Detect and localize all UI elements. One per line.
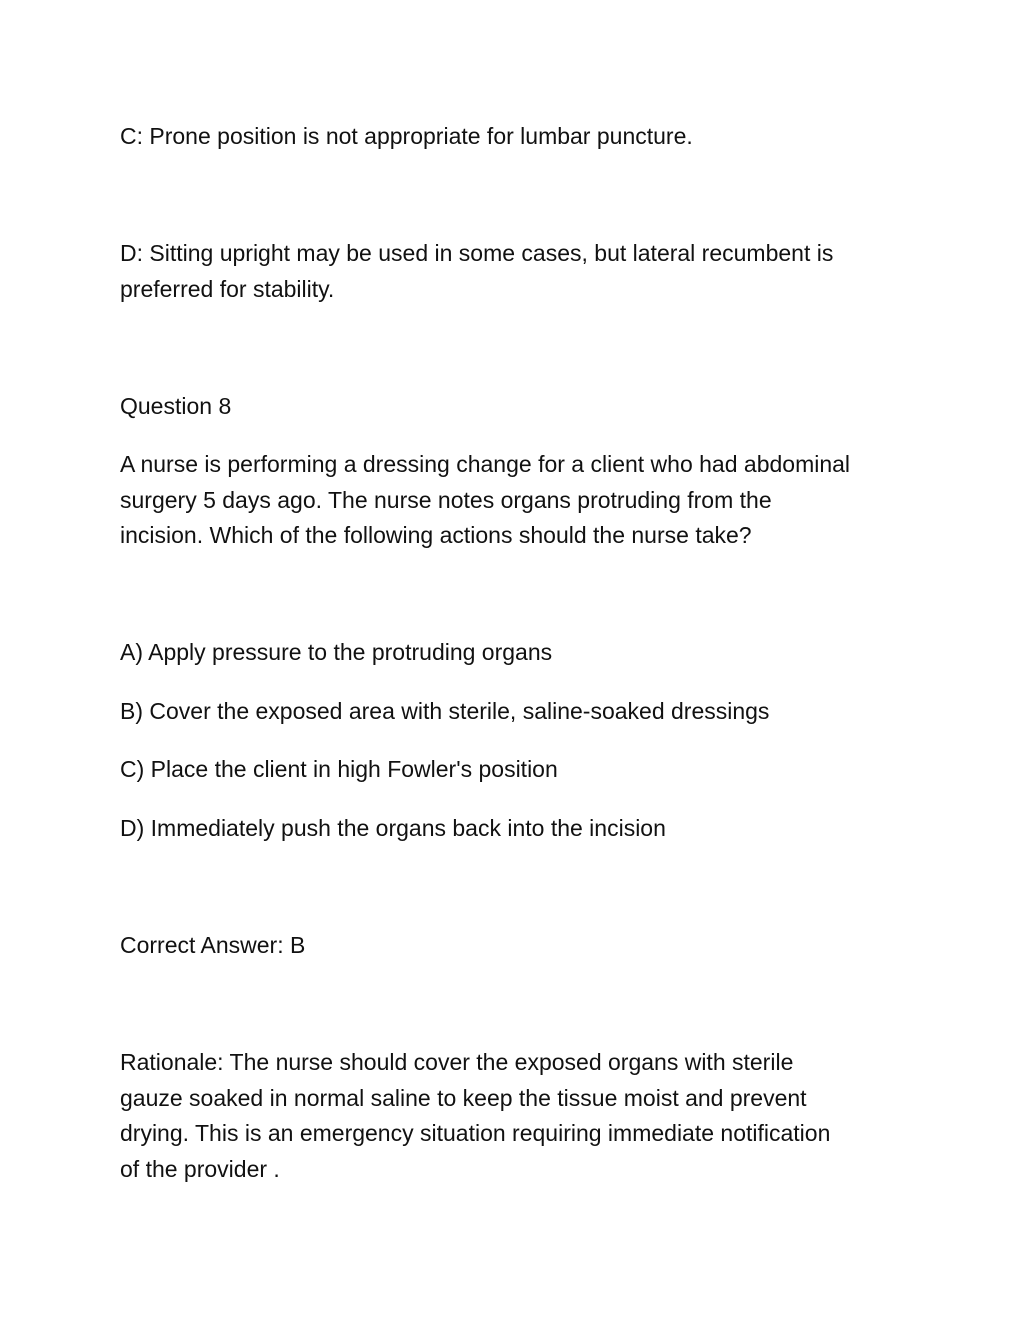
previous-option-c: C: Prone position is not appropriate for lumbar puncture. (120, 123, 693, 149)
previous-option-d-line-1: D: Sitting upright may be used in some cases, but lateral recumbent is (120, 240, 834, 266)
rationale-line-4: of the provider . (120, 1156, 280, 1182)
option-c: C) Place the client in high Fowler's position (120, 756, 558, 782)
question-stem-line-3: incision. Which of the following actions should the nurse take? (120, 522, 752, 548)
option-a: A) Apply pressure to the protruding organs (120, 639, 553, 665)
correct-answer: Correct Answer: B (120, 932, 306, 958)
option-d: D) Immediately push the organs back into the incision (120, 815, 666, 841)
question-stem-line-2: surgery 5 days ago. The nurse notes organs protruding from the (120, 487, 772, 513)
rationale-line-3: drying. This is an emergency situation requiring immediate notification (120, 1120, 831, 1146)
option-b: B) Cover the exposed area with sterile, saline-soaked dressings (120, 698, 770, 724)
question-stem-line-1: A nurse is performing a dressing change for a client who had abdominal (120, 451, 851, 477)
question-heading: Question 8 (120, 393, 232, 419)
rationale-line-2: gauze soaked in normal saline to keep the tissue moist and prevent (120, 1085, 807, 1111)
previous-option-d-line-2: preferred for stability. (120, 276, 335, 302)
rationale-line-1: Rationale: The nurse should cover the exposed organs with sterile (120, 1049, 794, 1075)
